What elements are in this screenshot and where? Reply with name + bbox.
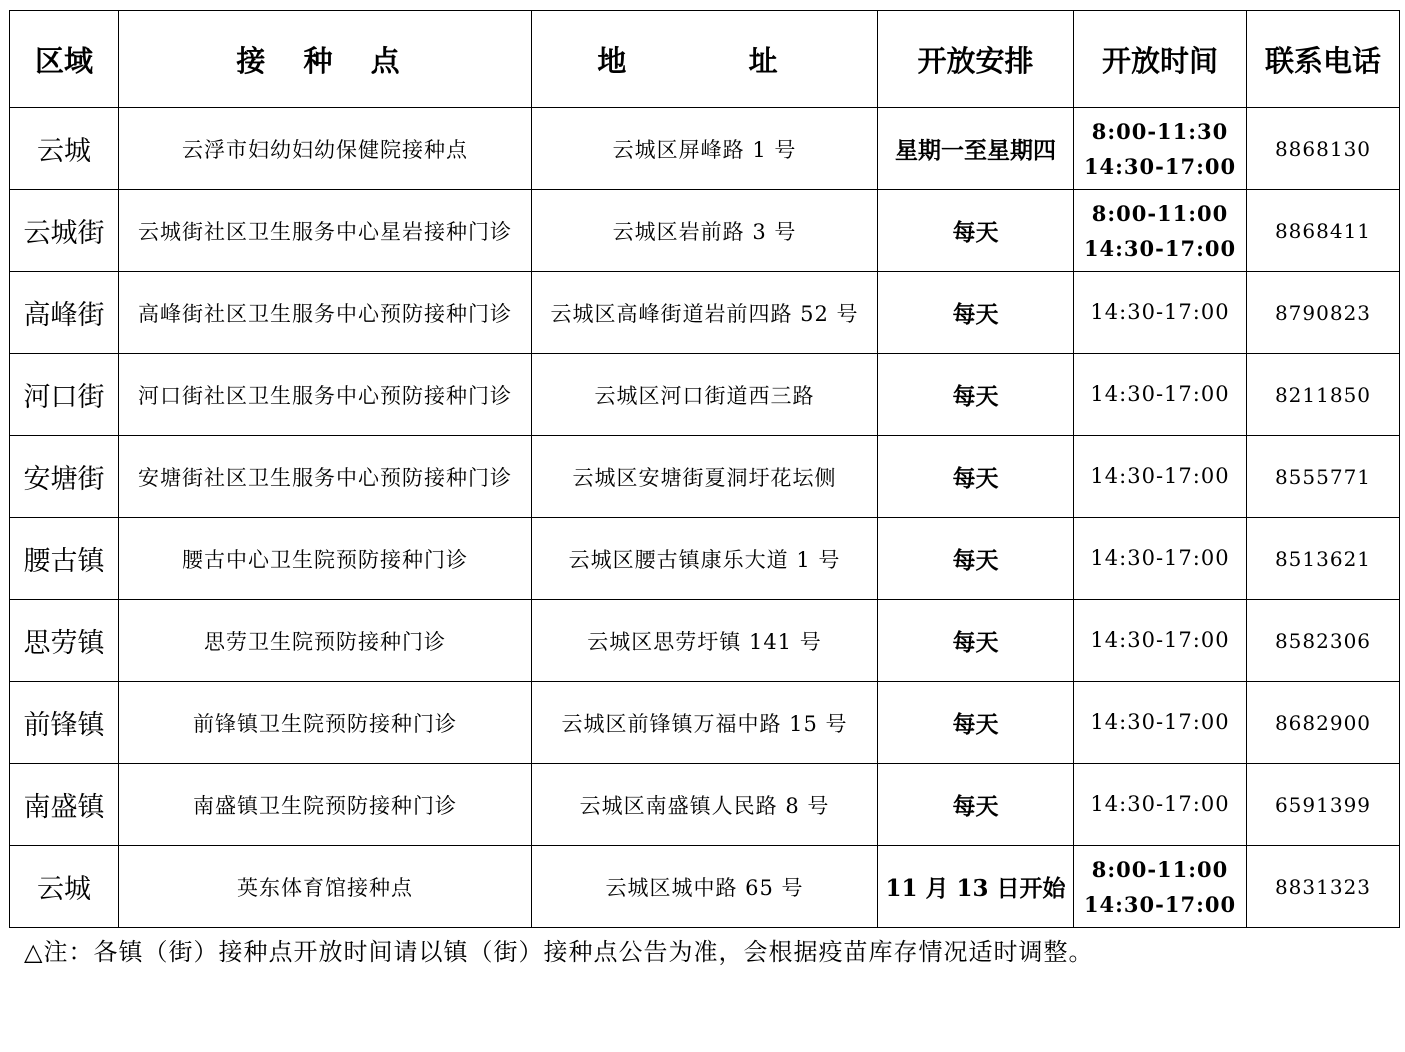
area-cell: 思劳镇 xyxy=(10,600,119,682)
address-cell: 云城区河口街道西三路 xyxy=(532,354,878,436)
address-cell: 云城区腰古镇康乐大道 1 号 xyxy=(532,518,878,600)
site-cell: 思劳卫生院预防接种门诊 xyxy=(119,600,532,682)
table-body xyxy=(10,108,1400,928)
site-cell: 安塘街社区卫生服务中心预防接种门诊 xyxy=(119,436,532,518)
hours-slot: 8:00-11:00 xyxy=(1091,200,1229,226)
schedule-cell: 11 月 13 日开始 xyxy=(878,846,1074,928)
schedule-cell: 每天 xyxy=(878,518,1074,600)
hours-slot: 14:30-17:00 xyxy=(1083,235,1237,261)
table-row xyxy=(10,354,1400,436)
hours-slot: 14:30-17:00 xyxy=(1090,546,1230,570)
site-cell: 云浮市妇幼妇幼保健院接种点 xyxy=(119,108,532,190)
vaccination-schedule-table xyxy=(9,10,1400,928)
hours-slot: 14:30-17:00 xyxy=(1090,382,1230,406)
area-cell: 前锋镇 xyxy=(10,682,119,764)
table-row xyxy=(10,682,1400,764)
phone-cell: 8582306 xyxy=(1247,600,1400,682)
header-schedule: 开放安排 xyxy=(878,11,1074,108)
address-cell: 云城区屏峰路 1 号 xyxy=(532,108,878,190)
address-cell: 云城区南盛镇人民路 8 号 xyxy=(532,764,878,846)
header-site: 接 种 点 xyxy=(119,11,532,108)
hours-slot: 14:30-17:00 xyxy=(1083,153,1237,179)
header-row xyxy=(10,11,1400,108)
phone-cell: 8682900 xyxy=(1247,682,1400,764)
hours-cell xyxy=(1074,108,1247,190)
hours-slot: 14:30-17:00 xyxy=(1090,792,1230,816)
schedule-cell: 每天 xyxy=(878,600,1074,682)
site-cell: 南盛镇卫生院预防接种门诊 xyxy=(119,764,532,846)
header-address: 地 址 xyxy=(532,11,878,108)
table-row xyxy=(10,108,1400,190)
schedule-cell: 每天 xyxy=(878,272,1074,354)
address-cell: 云城区岩前路 3 号 xyxy=(532,190,878,272)
hours-cell xyxy=(1074,682,1247,764)
hours-cell xyxy=(1074,190,1247,272)
footnote: △注：各镇（街）接种点开放时间请以镇（街）接种点公告为准，会根据疫苗库存情况适时调整。 xyxy=(24,938,1094,966)
hours-cell xyxy=(1074,518,1247,600)
schedule-cell: 每天 xyxy=(878,436,1074,518)
site-cell: 云城街社区卫生服务中心星岩接种门诊 xyxy=(119,190,532,272)
schedule-cell: 每天 xyxy=(878,190,1074,272)
site-cell: 前锋镇卫生院预防接种门诊 xyxy=(119,682,532,764)
address-cell: 云城区思劳圩镇 141 号 xyxy=(532,600,878,682)
phone-cell: 8831323 xyxy=(1247,846,1400,928)
hours-cell xyxy=(1074,354,1247,436)
header-area: 区域 xyxy=(10,11,119,108)
area-cell: 安塘街 xyxy=(10,436,119,518)
phone-cell: 8211850 xyxy=(1247,354,1400,436)
site-cell: 河口街社区卫生服务中心预防接种门诊 xyxy=(119,354,532,436)
area-cell: 高峰街 xyxy=(10,272,119,354)
phone-cell: 6591399 xyxy=(1247,764,1400,846)
table-row xyxy=(10,846,1400,928)
address-cell: 云城区城中路 65 号 xyxy=(532,846,878,928)
hours-slot: 14:30-17:00 xyxy=(1090,300,1230,324)
schedule-cell: 每天 xyxy=(878,764,1074,846)
address-cell: 云城区高峰街道岩前四路 52 号 xyxy=(532,272,878,354)
hours-cell xyxy=(1074,764,1247,846)
phone-cell: 8513621 xyxy=(1247,518,1400,600)
table-row xyxy=(10,764,1400,846)
table-row xyxy=(10,600,1400,682)
hours-slot: 14:30-17:00 xyxy=(1083,891,1237,917)
header-phone: 联系电话 xyxy=(1247,11,1400,108)
phone-cell: 8868130 xyxy=(1247,108,1400,190)
area-cell: 云城 xyxy=(10,108,119,190)
hours-cell xyxy=(1074,600,1247,682)
header-hours: 开放时间 xyxy=(1074,11,1247,108)
hours-slot: 14:30-17:00 xyxy=(1090,464,1230,488)
table-row xyxy=(10,190,1400,272)
phone-cell: 8790823 xyxy=(1247,272,1400,354)
phone-cell: 8555771 xyxy=(1247,436,1400,518)
area-cell: 南盛镇 xyxy=(10,764,119,846)
table-row xyxy=(10,272,1400,354)
address-cell: 云城区前锋镇万福中路 15 号 xyxy=(532,682,878,764)
table-row xyxy=(10,518,1400,600)
schedule-cell: 每天 xyxy=(878,354,1074,436)
hours-cell xyxy=(1074,272,1247,354)
site-cell: 英东体育馆接种点 xyxy=(119,846,532,928)
table-row xyxy=(10,436,1400,518)
hours-slot: 8:00-11:00 xyxy=(1091,856,1229,882)
hours-slot: 14:30-17:00 xyxy=(1090,710,1230,734)
site-cell: 高峰街社区卫生服务中心预防接种门诊 xyxy=(119,272,532,354)
area-cell: 云城 xyxy=(10,846,119,928)
area-cell: 云城街 xyxy=(10,190,119,272)
site-cell: 腰古中心卫生院预防接种门诊 xyxy=(119,518,532,600)
hours-cell xyxy=(1074,436,1247,518)
schedule-cell: 星期一至星期四 xyxy=(878,108,1074,190)
schedule-cell: 每天 xyxy=(878,682,1074,764)
hours-slot: 8:00-11:30 xyxy=(1091,118,1229,144)
phone-cell: 8868411 xyxy=(1247,190,1400,272)
hours-slot: 14:30-17:00 xyxy=(1090,628,1230,652)
area-cell: 河口街 xyxy=(10,354,119,436)
area-cell: 腰古镇 xyxy=(10,518,119,600)
address-cell: 云城区安塘街夏洞圩花坛侧 xyxy=(532,436,878,518)
hours-cell xyxy=(1074,846,1247,928)
